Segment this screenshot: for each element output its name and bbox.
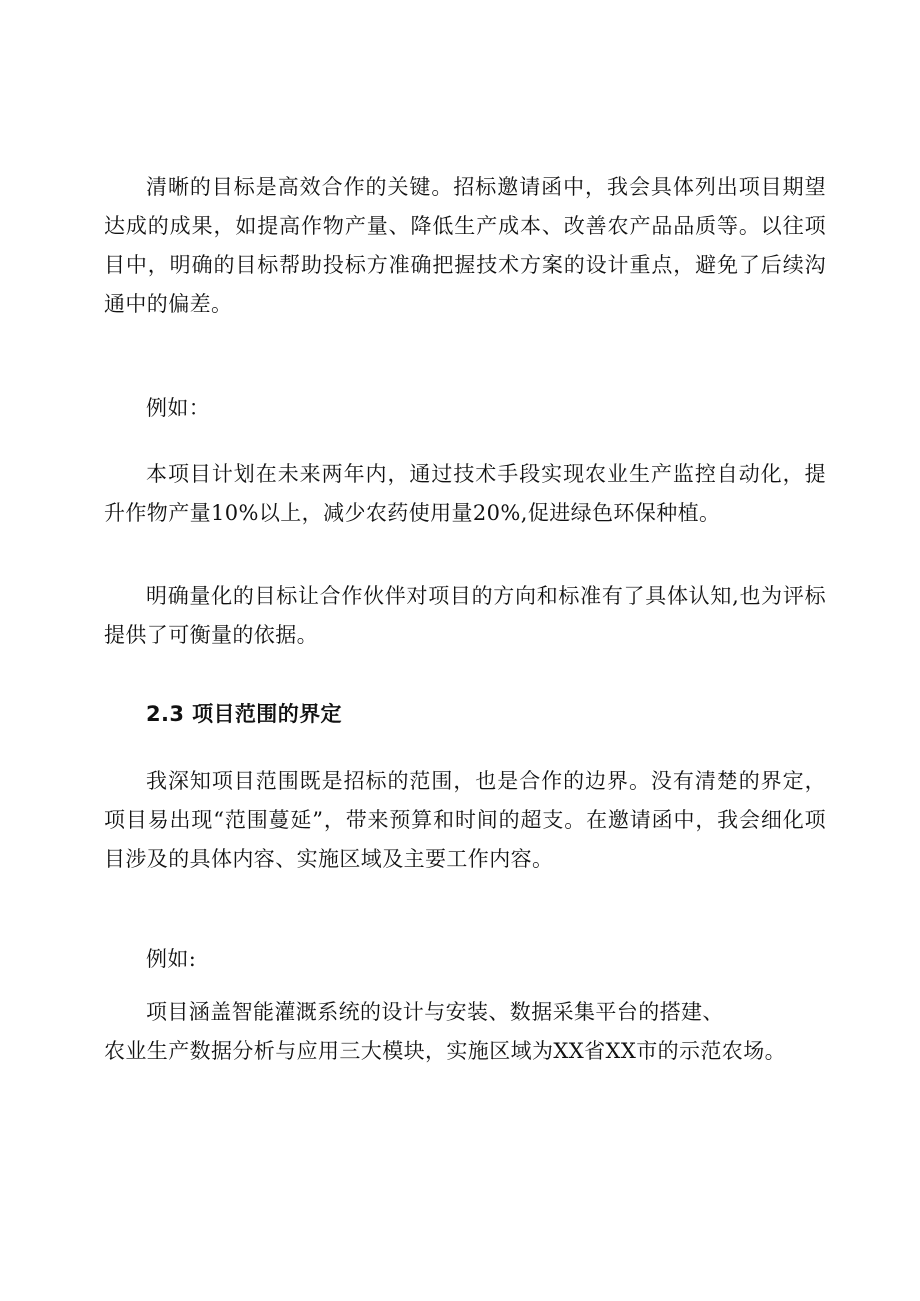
paragraph-quantified-goals: 明确量化的目标让合作伙伴对项目的方向和标准有了具体认知,也为评标提供了可衡量的依据。: [104, 584, 826, 647]
section-heading: 2.3 项目范围的界定: [146, 702, 342, 726]
paragraph-scope: 我深知项目范围既是招标的范围，也是合作的边界。没有清楚的界定，项目易出现“范围蔓延”，带来预算和时间的超支。在邀请函中，我会细化项目涉及的具体内容、实施区域及主要工作内容。: [104, 769, 826, 871]
paragraph-example-label: 例如：: [146, 396, 211, 420]
paragraph-project-plan: 本项目计划在未来两年内，通过技术手段实现农业生产监控自动化，提升作物产量10%以上，减少农药使用量20%,促进绿色环保种植。: [104, 462, 826, 525]
paragraph-example-label-2: 例如:: [146, 947, 197, 971]
scope-example-line-1: 项目涵盖智能灌溉系统的设计与安装、数据采集平台的搭建、: [146, 1000, 724, 1024]
paragraph-goals: 清晰的目标是高效合作的关键。招标邀请函中，我会具体列出项目期望达成的成果，如提高作物产量、降低生产成本、改善农产品品质等。以往项目中，明确的目标帮助投标方准确把握技术方案的设计重点，避免了后续沟通中的偏差。: [104, 175, 826, 316]
scope-example-line-2: 农业生产数据分析与应用三大模块，实施区域为XX省XX市的示范农场。: [104, 1039, 786, 1063]
paragraph-scope-example: [104, 993, 864, 1071]
